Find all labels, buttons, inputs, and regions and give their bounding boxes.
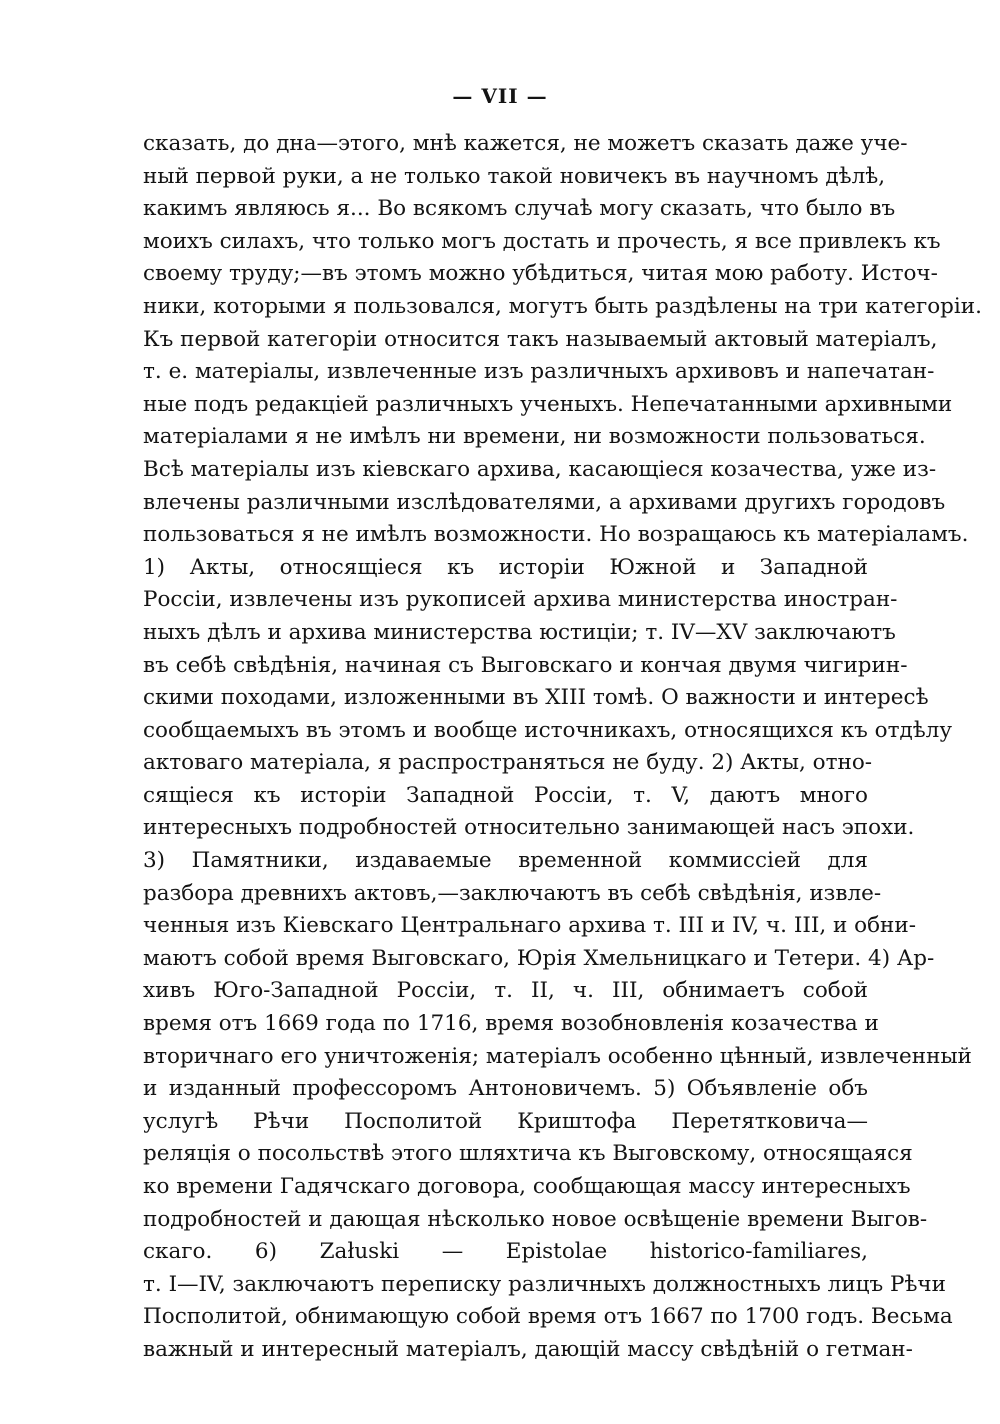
text-line: сказать, до дна—этого, мнѣ кажется, не можетъ сказать даже уче- (143, 131, 908, 156)
text-line: Всѣ матеріалы изъ кіевскаго архива, касающіеся козачества, уже из- (143, 456, 937, 482)
text-line: ченныя изъ Кіевскаго Центральнаго архива т. III и IV, ч. III, и обни- (143, 913, 916, 939)
text-line: въ себѣ свѣдѣнія, начиная съ Выговскаго и кончая двумя чигирин- (143, 652, 908, 678)
text-line: актоваго матеріала, я распространяться не буду. 2) Акты, отно- (143, 750, 873, 776)
text-line: и изданный профессоромъ Антоновичемъ. 5) Объявленіе объ (143, 1076, 868, 1102)
text-line: интересныхъ подробностей относительно занимающей насъ эпохи. (143, 815, 915, 841)
text-line: т. е. матеріалы, извлеченные изъ различныхъ архивовъ и напечатан- (143, 359, 935, 385)
text-line: разбора древнихъ актовъ,—заключаютъ въ себѣ свѣдѣнія, извле- (143, 880, 882, 906)
text-line: влечены различными изслѣдователями, а архивами другихъ городовъ (143, 489, 946, 515)
text-line: важный и интересный матеріалъ, дающій массу свѣдѣній о гетман- (143, 1336, 913, 1362)
text-line: какимъ являюсь я... Во всякомъ случаѣ могу сказать, что было въ (143, 196, 896, 222)
text-line: услугѣ Рѣчи Посполитой Криштофа Перетятковича— (143, 1108, 868, 1134)
text-line: подробностей и дающая нѣсколько новое освѣщеніе времени Выгов- (143, 1206, 928, 1232)
text-line: Къ первой категоріи относится такъ называемый актовый матеріалъ, (143, 326, 938, 352)
text-line: Посполитой, обнимающую собой время отъ 1667 по 1700 годъ. Весьма (143, 1304, 953, 1330)
text-line: моихъ силахъ, что только могъ достать и прочесть, я все привлекъ къ (143, 228, 941, 254)
text-line: пользоваться я не имѣлъ возможности. Но возращаюсь къ матеріаламъ. (143, 522, 969, 548)
text-line: скими походами, изложенными въ XIII томѣ. О важности и интересѣ (143, 685, 929, 711)
text-line: 1) Акты, относящіеся къ исторіи Южной и Западной (143, 554, 868, 580)
text-line: скаго. 6) Załuski — Epistolae historico-familiares, (143, 1239, 868, 1265)
text-line: своему труду;—въ этомъ можно убѣдиться, читая мою работу. Источ- (143, 261, 938, 287)
text-line: хивъ Юго-Западной Россіи, т. II, ч. III, обнимаетъ собой (143, 978, 868, 1004)
text-line: сящіеся къ исторіи Западной Россіи, т. V, даютъ много (143, 782, 868, 808)
text-line: вторичнаго его уничтоженія; матеріалъ особенно цѣнный, извлеченный (143, 1043, 972, 1069)
text-line: т. I—IV, заключаютъ переписку различныхъ должностныхъ лицъ Рѣчи (143, 1271, 946, 1297)
text-line: сообщаемыхъ въ этомъ и вообще источникахъ, относящихся къ отдѣлу (143, 717, 952, 743)
text-line: ныхъ дѣлъ и архива министерства юстиціи; т. IV—XV заключаютъ (143, 619, 896, 645)
text-line: маютъ собой время Выговскаго, Юрія Хмельницкаго и Тетери. 4) Ар- (143, 945, 935, 971)
text-line: ные подъ редакціей различныхъ ученыхъ. Непечатанными архивными (143, 391, 953, 417)
text-line: время отъ 1669 года по 1716, время возобновленія козачества и (143, 1011, 879, 1037)
body-text (143, 128, 982, 1367)
text-line: реляція о посольствѣ этого шляхтича къ Выговскому, относящаяся (143, 1141, 913, 1167)
text-line: Россіи, извлечены изъ рукописей архива министерства иностран- (143, 587, 898, 613)
text-line: матеріалами я не имѣлъ ни времени, ни возможности пользоваться. (143, 424, 926, 450)
page-number-header: — VII — (452, 84, 548, 108)
text-line: ко времени Гадячскаго договора, сообщающая массу интересныхъ (143, 1174, 911, 1199)
text-line: ники, которыми я пользовался, могутъ быть раздѣлены на три категоріи. (143, 293, 982, 319)
text-line: 3) Памятники, издаваемые временной коммиссіей для (143, 848, 868, 874)
text-line: ный первой руки, а не только такой новичекъ въ научномъ дѣлѣ, (143, 163, 886, 189)
